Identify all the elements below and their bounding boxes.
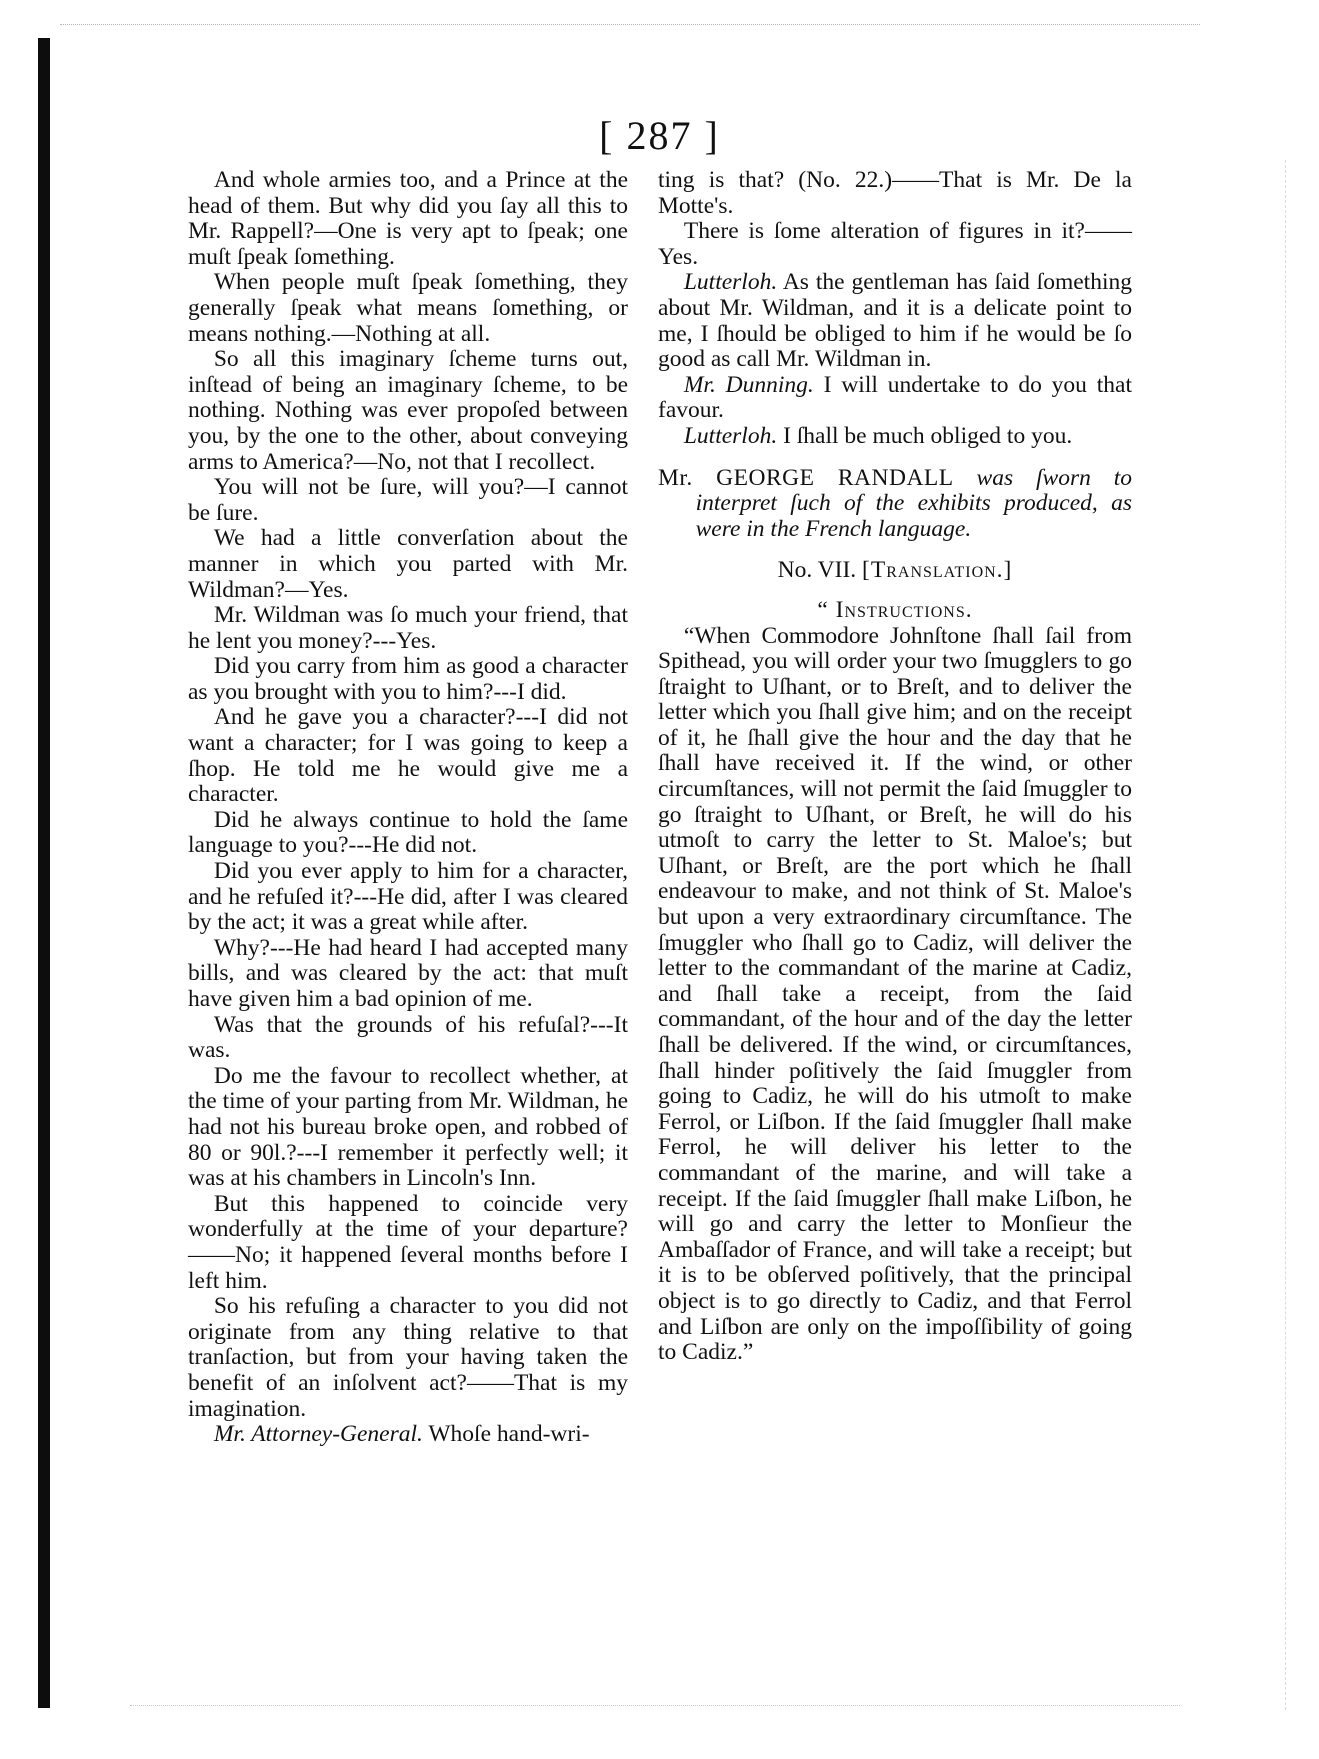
speech-text: I will undertake to do you that favour. [658, 371, 1132, 424]
left-column [188, 168, 628, 1448]
left-paragraph: Do me the favour to recollect whether, at the time of your parting from Mr. Wildman, he had not his bureau broke open, and robbed of 80 or 90l.?---I remember it perfectly well; it was at his chambers in Lincoln's Inn. [188, 1062, 628, 1192]
sworn-name: Mr. GEORGE RANDALL [658, 464, 954, 491]
section-number: No. VII. [777, 557, 857, 584]
left-paragraph: When people muſt ſpeak ſomething, they generally ſpeak what means ſomething, or means nothing.—Nothing at all. [188, 269, 628, 347]
left-paragraph: We had a little converſation about the manner in which you parted with Mr. Wildman?—Yes. [188, 525, 628, 603]
left-paragraph: But this happened to coincide very wonderfully at the time of your departure?——No; it happened ſeveral months before I left him. [188, 1190, 628, 1294]
left-paragraph: And he gave you a character?---I did not want a character; for I was going to keep a ſhop. He told me he would give me a character. [188, 704, 628, 808]
page-number: [ 287 ] [599, 113, 720, 158]
left-paragraph: Was that the grounds of his refuſal?---It was. [188, 1011, 628, 1064]
scan-noise-top [60, 24, 1200, 35]
speech-paragraph [658, 270, 1132, 372]
left-paragraph: And whole armies too, and a Prince at the head of them. But why did you ſay all this to Mr. Rappell?—One is very apt to ſpeak; one muſt ſpeak ſomething. [188, 167, 628, 270]
left-paragraph: You will not be ſure, will you?—I cannot be ſure. [188, 474, 628, 526]
right-column [658, 168, 1132, 1366]
left-paragraph: Did you ever apply to him for a character, and he refuſed it?---He did, after I was cleared by the act; it was a great while after. [188, 858, 628, 936]
speech-text: As the gentleman has ſaid ſomething about Mr. Wildman, and it is a delicate point to me, I ſhould be obliged to him if he would be ſo good as call Mr. Wildman in. [658, 269, 1132, 373]
section-label: [Translation.] [862, 557, 1013, 584]
speech-paragraph [658, 373, 1132, 424]
sworn-note: was ſworn to interpret ſuch of the exhibits produced, as were in the French language. [695, 464, 1132, 542]
left-paragraph: Mr. Wildman was ſo much your friend, that he lent you money?---Yes. [188, 602, 628, 654]
speaker-label: Mr. Dunning. [683, 371, 814, 398]
speech-text: Whoſe hand-wri- [428, 1421, 590, 1448]
speech-paragraph [658, 424, 1132, 450]
right-paragraph: ting is that? (No. 22.)——That is Mr. De la Motte's. [658, 167, 1132, 219]
speech-text: I ſhall be much obliged to you. [783, 422, 1073, 449]
left-paragraph: Did you carry from him as good a character as you brought with you to him?---I did. [188, 653, 628, 705]
left-paragraph: Did he always continue to hold the ſame language to you?---He did not. [188, 806, 628, 859]
right-speeches [658, 270, 1132, 449]
instructions-text: “When Commodore Johnſtone ſhall ſail from Spithead, you will order your two ſmugglers to go ſtraight to Uſhant, or to Breſt, and to deliver the letter which you ſhall give him; and on the receipt of it, he ſhall give the hour and the day that he ſhall have received it. If the wind, or other circumſtances, will not permit the ſaid ſmuggler to go ſtraight to Uſhant, or Breſt, he will do his utmoſt to carry the letter to St. Maloe's; but Uſhant, or Breſt, are the port which he ſhall endeavour to make, and not think of St. Maloe's but upon a very extraordinary circumſtance. The ſmuggler who ſhall go to Cadiz, will deliver the letter to the commandant of the marine at Cadiz, and ſhall take a receipt, from the ſaid commandant, of the hour and of the day the letter ſhall be delivered. If the wind, or circumſtances, ſhall hinder poſitively the ſaid ſmuggler from going to Cadiz, he will do his utmoſt to make Ferrol, or Liſbon. If the ſaid ſmuggler ſhall make Ferrol, he will deliver his letter to the commandant of the marine, and will take a receipt. If the ſaid ſmuggler ſhall make Liſbon, he will go and carry the letter to Monſieur the Ambaſſador of France, and will take a receipt; but it is to be obſerved poſitively, that the principal object is to go directly to Cadiz, and that Ferrol and Liſbon are only on the impoſſibility of going to Cadiz.” [658, 622, 1132, 1366]
scan-noise-right [1285, 160, 1289, 1710]
left-paragraphs [188, 168, 628, 1422]
speaker-label: Lutterloh. [683, 422, 778, 449]
binding-edge [38, 38, 50, 1708]
left-final-paragraph [188, 1422, 628, 1448]
sub-heading: “ Instructions. [817, 596, 973, 623]
speaker-label: Mr. Attorney-General. [213, 1421, 423, 1448]
speaker-label: Lutterloh. [683, 269, 778, 296]
sworn-entry [658, 466, 1132, 543]
left-paragraph: So all this imaginary ſcheme turns out, inſtead of being an imaginary ſcheme, to be nothing. Nothing was ever propoſed between you, by the one to the other, about conveying arms to America?—No, not that I recollect. [188, 346, 628, 475]
right-top-paragraphs [658, 168, 1132, 270]
scan-noise-bottom [130, 1705, 1180, 1712]
right-paragraph: There is ſome alteration of figures in it?——Yes. [658, 218, 1132, 270]
section-heading [658, 558, 1132, 584]
left-paragraph: Why?---He had heard I had accepted many bills, and was cleared by the act: that muſt have given him a bad opinion of me. [188, 934, 628, 1012]
left-paragraph: So his refuſing a character to you did not originate from any thing relative to that tranſaction, but from your having taken the benefit of an inſolvent act?——That is my imagination. [188, 1293, 628, 1422]
